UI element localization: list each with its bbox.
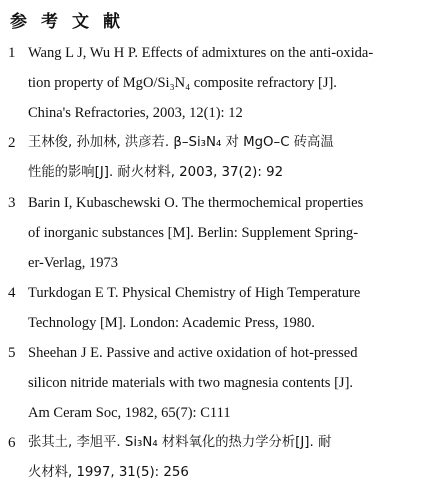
- reference-item: [8, 338, 410, 428]
- reference-item: [8, 278, 410, 338]
- reference-number: 3: [8, 195, 16, 211]
- references-heading: 参考文献: [10, 12, 134, 32]
- reference-text: [28, 38, 410, 128]
- reference-text: [28, 188, 410, 278]
- reference-line: Technology [M]. London: Academic Press, 1980.: [28, 315, 315, 331]
- reference-number: 4: [8, 285, 16, 301]
- reference-text: [28, 278, 410, 338]
- reference-text: [28, 338, 410, 428]
- reference-line: Sheehan J E. Passive and active oxidation of hot-pressed: [28, 345, 358, 361]
- reference-line: er-Verlag, 1973: [28, 255, 119, 271]
- reference-line: of inorganic substances [M]. Berlin: Supplement Spring-: [28, 225, 359, 241]
- reference-list: [8, 38, 410, 488]
- reference-number: 5: [8, 345, 16, 361]
- reference-line: Am Ceram Soc, 1982, 65(7): C111: [28, 405, 231, 421]
- reference-text: [28, 128, 410, 188]
- reference-line: Wang L J, Wu H P. Effects of admixtures on the anti-oxida-: [28, 45, 374, 61]
- reference-line: Barin I, Kubaschewski O. The thermochemical properties: [28, 195, 364, 211]
- reference-text: [28, 428, 410, 488]
- reference-item: [8, 128, 410, 188]
- reference-line: Turkdogan E T. Physical Chemistry of High Temperature: [28, 285, 361, 301]
- reference-item: [8, 428, 410, 488]
- reference-item: [8, 188, 410, 278]
- reference-number: 2: [8, 135, 16, 151]
- reference-line: 王林俊, 孙加林, 洪彦若. β–Si₃N₄ 对 MgO–C 砖高温: [28, 135, 334, 150]
- reference-item: [8, 38, 410, 128]
- reference-line: 张其土, 李旭平. Si₃N₄ 材料氧化的热力学分析[J]. 耐: [28, 435, 332, 450]
- reference-line: tion property of MgO/Si₃N₄ composite refractory [J].: [28, 75, 337, 91]
- reference-line: 火材料, 1997, 31(5): 256: [28, 465, 189, 480]
- reference-number: 6: [8, 435, 16, 451]
- reference-line: China's Refractories, 2003, 12(1): 12: [28, 105, 243, 121]
- reference-line: silicon nitride materials with two magnesia contents [J].: [28, 375, 354, 391]
- reference-number: 1: [8, 45, 16, 61]
- reference-line: 性能的影响[J]. 耐火材料, 2003, 37(2): 92: [28, 165, 284, 180]
